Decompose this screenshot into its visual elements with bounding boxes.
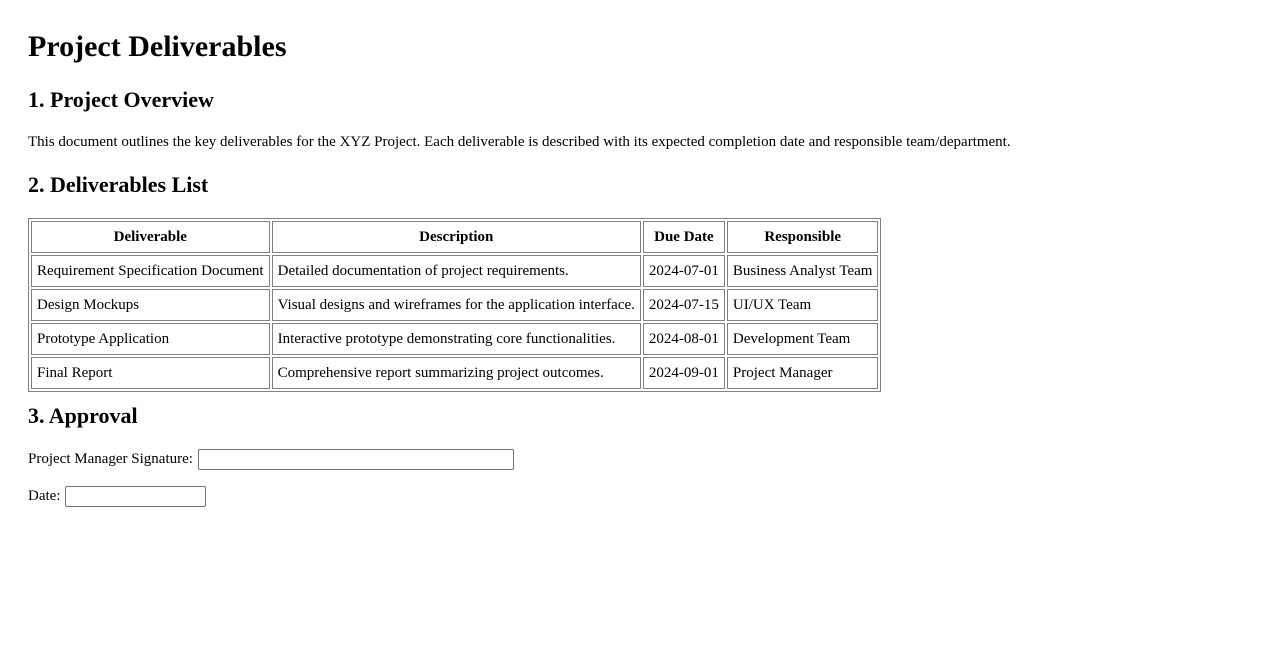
table-row: [31, 323, 878, 355]
cell-responsible: UI/UX Team: [727, 289, 879, 321]
cell-deliverable: Requirement Specification Document: [31, 255, 270, 287]
signature-label: Project Manager Signature:: [28, 451, 193, 467]
date-row: [28, 486, 206, 507]
cell-due-date: 2024-07-01: [643, 255, 725, 287]
date-input[interactable]: [65, 486, 206, 507]
column-header-due-date: Due Date: [643, 221, 725, 253]
deliverables-table: [28, 218, 881, 392]
table-row: [31, 289, 878, 321]
signature-row: [28, 449, 514, 470]
cell-description: Detailed documentation of project requirements.: [272, 255, 641, 287]
cell-due-date: 2024-07-15: [643, 289, 725, 321]
column-header-description: Description: [272, 221, 641, 253]
date-label: Date:: [28, 488, 61, 504]
cell-description: Interactive prototype demonstrating core functionalities.: [272, 323, 641, 355]
cell-due-date: 2024-08-01: [643, 323, 725, 355]
column-header-deliverable: Deliverable: [31, 221, 270, 253]
deliverables-heading: 2. Deliverables List: [28, 172, 209, 197]
cell-responsible: Business Analyst Team: [727, 255, 879, 287]
table-header-row: [31, 221, 878, 253]
approval-heading: 3. Approval: [28, 403, 138, 428]
signature-input[interactable]: [198, 449, 514, 470]
cell-due-date: 2024-09-01: [643, 357, 725, 389]
overview-heading: 1. Project Overview: [28, 87, 214, 112]
table-row: [31, 357, 878, 389]
cell-responsible: Project Manager: [727, 357, 879, 389]
cell-description: Comprehensive report summarizing project outcomes.: [272, 357, 641, 389]
cell-deliverable: Design Mockups: [31, 289, 270, 321]
cell-description: Visual designs and wireframes for the application interface.: [272, 289, 641, 321]
overview-text: This document outlines the key deliverables for the XYZ Project. Each deliverable is described with its expected completion date and responsible team/department.: [28, 134, 1011, 150]
column-header-responsible: Responsible: [727, 221, 879, 253]
table-row: [31, 255, 878, 287]
cell-responsible: Development Team: [727, 323, 879, 355]
cell-deliverable: Final Report: [31, 357, 270, 389]
cell-deliverable: Prototype Application: [31, 323, 270, 355]
page-title: Project Deliverables: [28, 30, 287, 63]
